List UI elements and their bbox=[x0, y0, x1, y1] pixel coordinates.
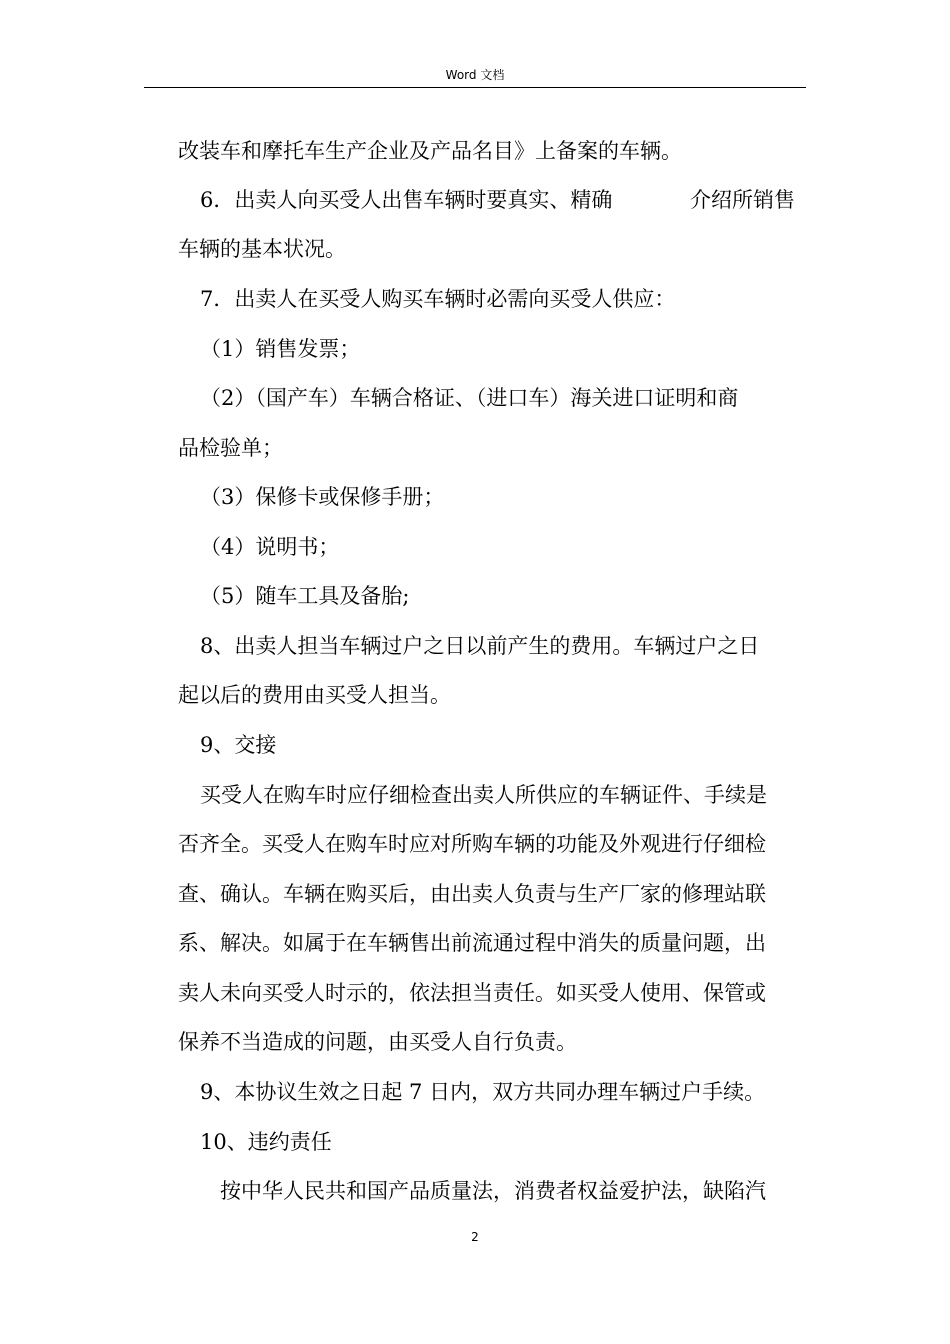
list-item: （5）随车工具及备胎; bbox=[200, 584, 410, 608]
list-item: （3）保修卡或保修手册； bbox=[200, 485, 445, 509]
text-line: 查、确认。车辆在购买后，由出卖人负责与生产厂家的修理站联 bbox=[178, 882, 766, 906]
text-line: 品检验单； bbox=[178, 436, 283, 460]
text-line: 否齐全。买受人在购车时应对所购车辆的功能及外观进行仔细检 bbox=[178, 832, 766, 856]
text-line: 起以后的费用由买受人担当。 bbox=[178, 683, 451, 707]
text-line: 8、出卖人担当车辆过户之日以前产生的费用。车辆过户之日 bbox=[200, 634, 760, 658]
text-line: 系、解决。如属于在车辆售出前流通过程中消失的质量问题，出 bbox=[178, 931, 766, 955]
list-item: （2）（国产车）车辆合格证、（进口车）海关进口证明和商 bbox=[200, 386, 739, 410]
list-item: （1）销售发票； bbox=[200, 337, 361, 361]
text-line: 卖人未向买受人时示的，依法担当责任。如买受人使用、保管或 bbox=[178, 981, 766, 1005]
text-line: 介绍所销售 bbox=[690, 188, 795, 212]
text-line: 按中华人民共和国产品质量法，消费者权益爱护法，缺陷汽 bbox=[220, 1179, 766, 1203]
text-line: 保养不当造成的问题，由买受人自行负责。 bbox=[178, 1030, 577, 1054]
text-line: 改装车和摩托车生产企业及产品名目》上备案的车辆。 bbox=[178, 139, 682, 163]
list-item: （4）说明书； bbox=[200, 535, 340, 559]
section-heading: 10、违约责任 bbox=[200, 1130, 332, 1154]
page-number: 2 bbox=[471, 1230, 479, 1244]
text-line: 车辆的基本状况。 bbox=[178, 237, 346, 261]
text-line: 9、本协议生效之日起 7 日内，双方共同办理车辆过户手续。 bbox=[200, 1080, 766, 1104]
text-line: 6．出卖人向买受人出售车辆时要真实、精确 bbox=[200, 188, 613, 212]
page-header: Word 文档 bbox=[445, 68, 505, 82]
text-line: 7．出卖人在买受人购买车辆时必需向买受人供应： bbox=[200, 287, 676, 311]
text-line: 买受人在购车时应仔细检查出卖人所供应的车辆证件、手续是 bbox=[200, 783, 767, 807]
section-heading: 9、交接 bbox=[200, 733, 277, 757]
